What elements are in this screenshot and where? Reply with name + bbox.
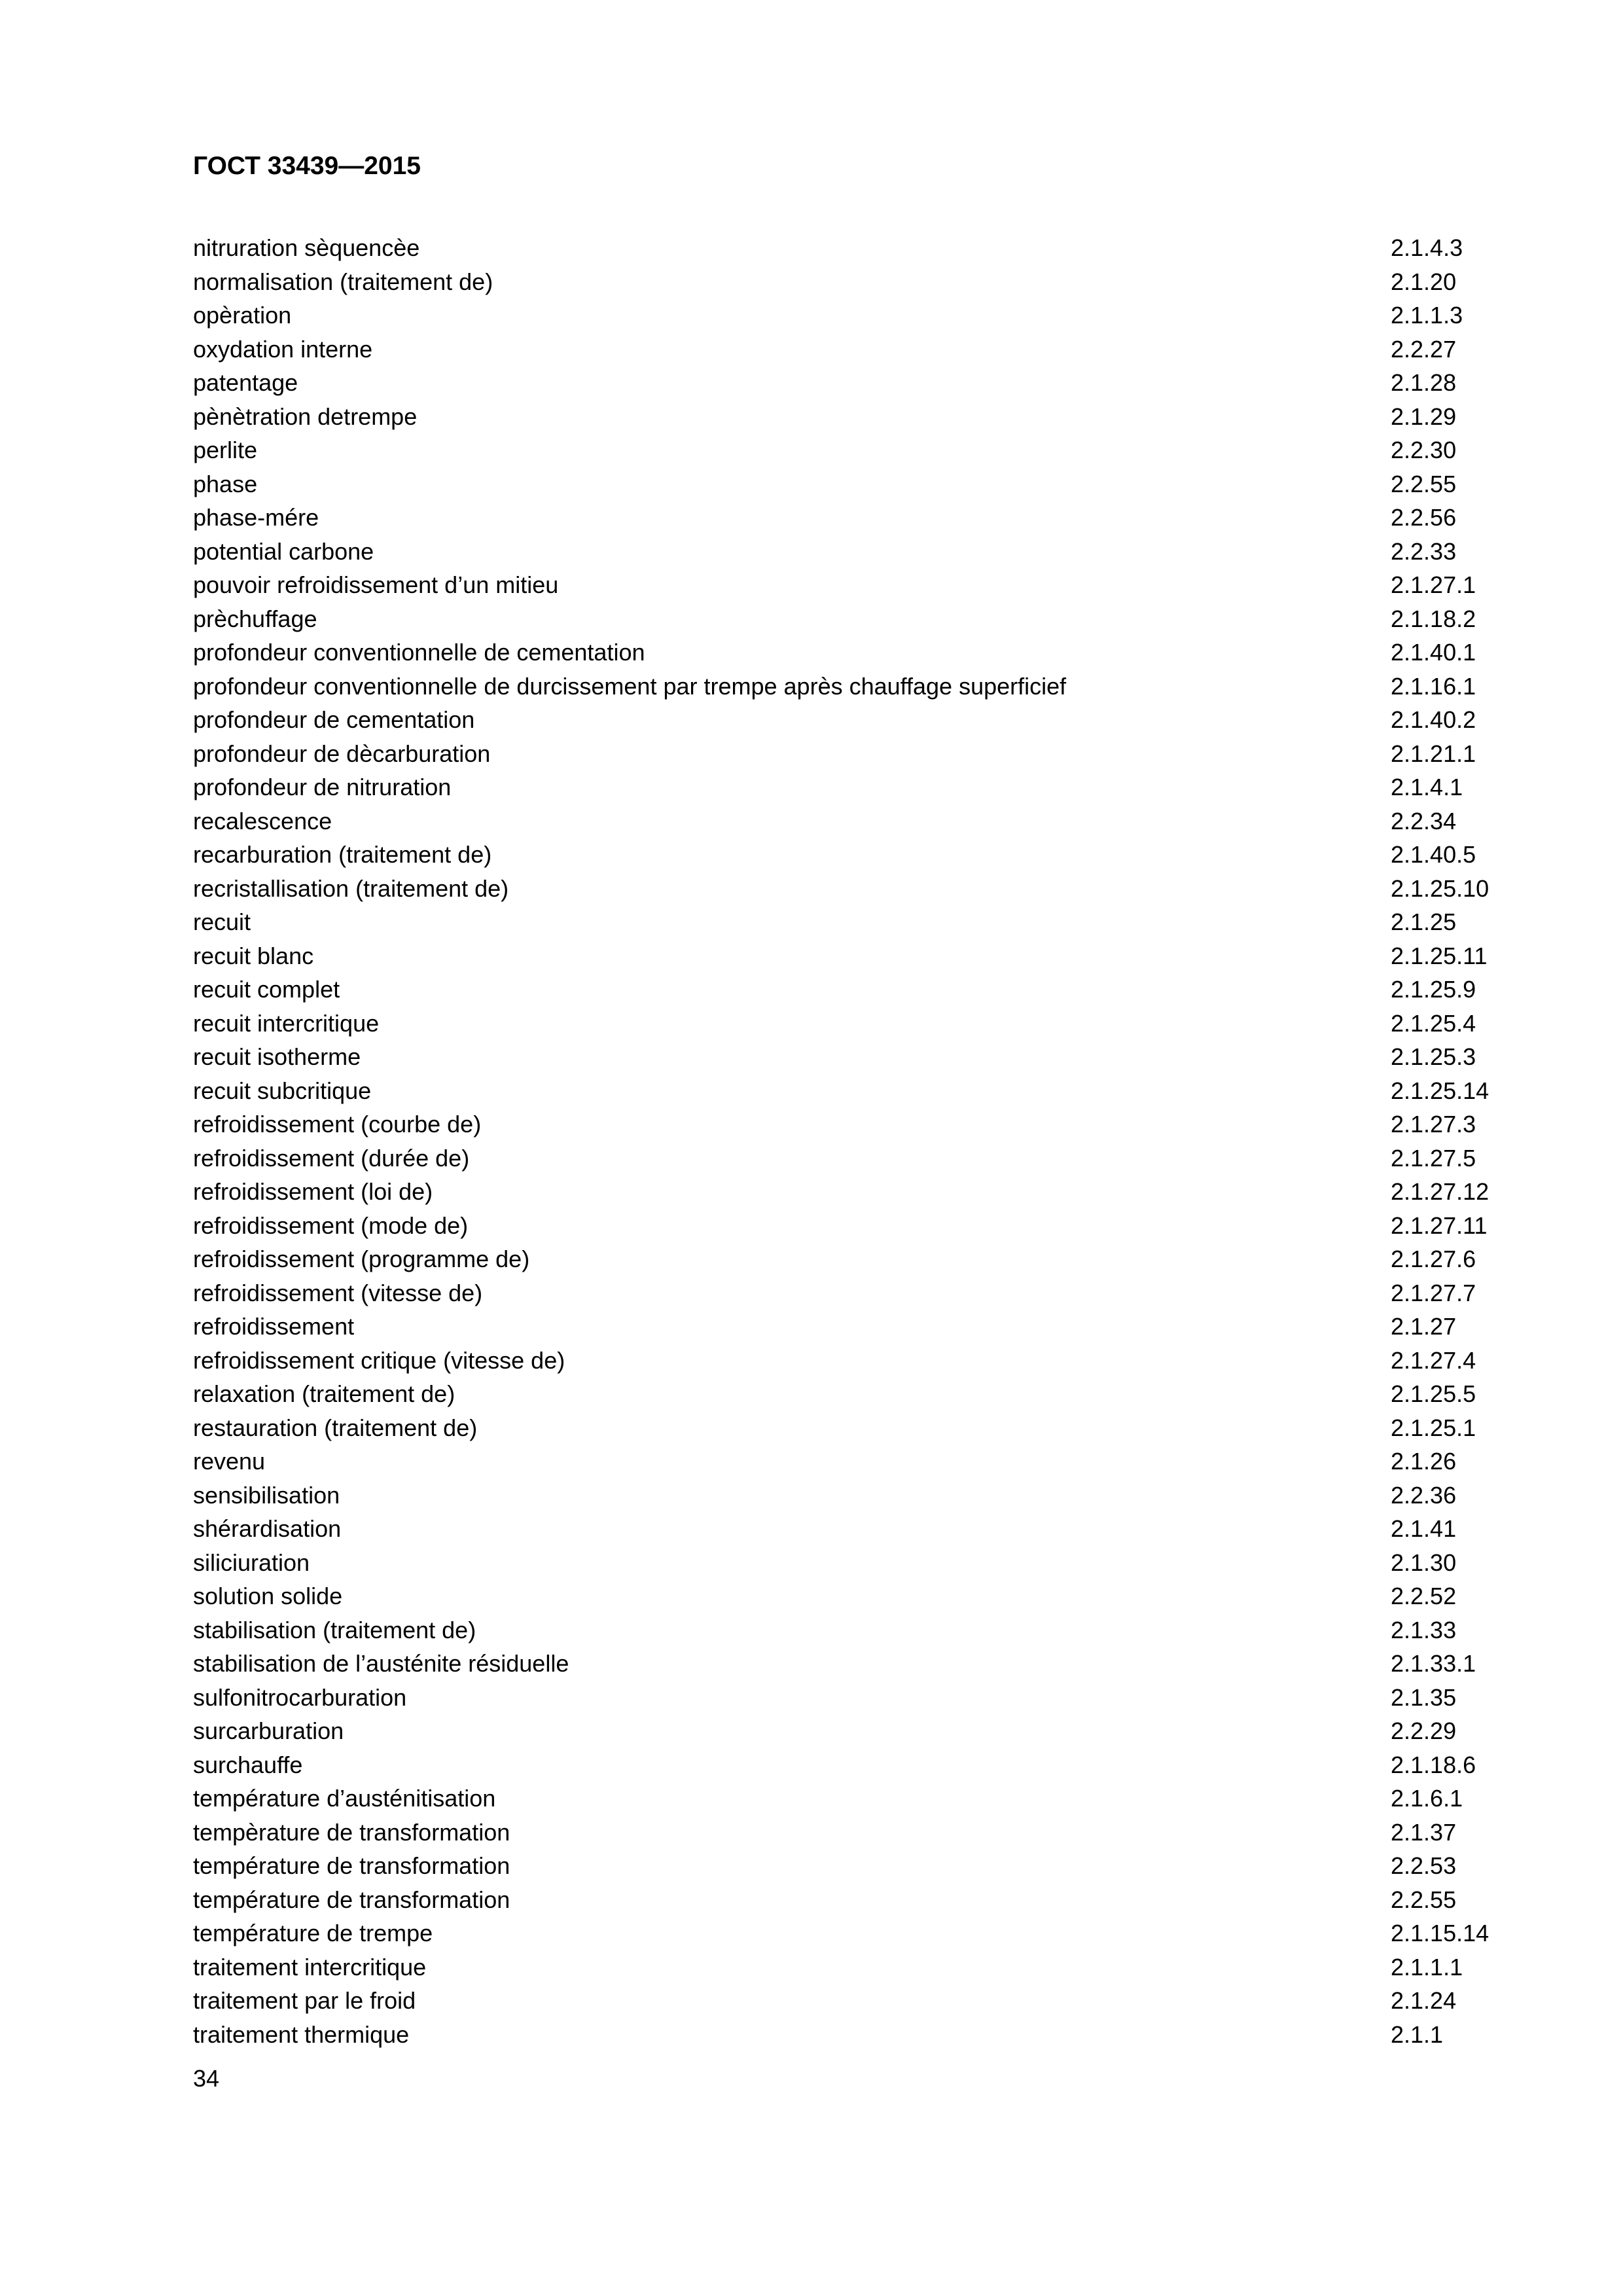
index-entry: [193, 1546, 1522, 1580]
index-term: phase-mére: [193, 504, 319, 531]
index-entry: [193, 670, 1522, 704]
index-entry: [193, 2018, 1522, 2052]
index-entry: [193, 1141, 1522, 1175]
index-reference: 2.1.25.9: [1391, 976, 1476, 1003]
index-reference: 2.1.30: [1391, 1549, 1457, 1576]
index-entry: [193, 433, 1522, 467]
index-entry: [193, 1816, 1522, 1850]
index-reference: 2.1.27.1: [1391, 571, 1476, 598]
alphabetical-index: [193, 231, 1522, 2051]
index-term: solution solide: [193, 1583, 343, 1609]
index-reference: 2.1.27.5: [1391, 1144, 1476, 1172]
index-entry: [193, 467, 1522, 501]
index-term: restauration (traitement de): [193, 1414, 478, 1441]
index-entry: [193, 636, 1522, 670]
index-reference: 2.1.4.1: [1391, 774, 1463, 800]
index-entry: [193, 1411, 1522, 1445]
index-term: perlite: [193, 437, 258, 463]
index-reference: 2.1.27.7: [1391, 1279, 1476, 1306]
index-term: sensibilisation: [193, 1481, 340, 1509]
index-reference: 2.1.27.6: [1391, 1246, 1476, 1272]
index-entry: [193, 231, 1522, 265]
index-entry: [193, 838, 1522, 872]
index-term: profondeur conventionnelle de cementation: [193, 639, 645, 666]
index-term: recuit complet: [193, 976, 340, 1003]
index-term: température de transformation: [193, 1852, 510, 1879]
index-entry: [193, 1512, 1522, 1546]
index-term: profondeur conventionnelle de durcissement par trempe après chauffage superficief: [193, 672, 1067, 700]
index-reference: 2.1.1.1: [1391, 1953, 1463, 1981]
index-entry: [193, 1782, 1522, 1816]
index-reference: 2.1.37: [1391, 1818, 1457, 1846]
index-entry: [193, 1479, 1522, 1513]
index-term: profondeur de nitruration: [193, 774, 452, 800]
index-term: surcarburation: [193, 1717, 344, 1744]
index-reference: 2.1.40.5: [1391, 841, 1476, 868]
index-reference: 2.1.20: [1391, 268, 1457, 295]
index-entry: [193, 1242, 1522, 1276]
index-entry: [193, 1647, 1522, 1681]
index-reference: 2.2.34: [1391, 807, 1457, 834]
index-reference: 2.1.41: [1391, 1515, 1457, 1542]
index-reference: 2.1.25.14: [1391, 1077, 1489, 1104]
index-term: refroidissement (programme de): [193, 1246, 530, 1272]
index-reference: 2.1.25.4: [1391, 1009, 1476, 1037]
index-reference: 2.2.36: [1391, 1481, 1457, 1509]
index-reference: 2.1.25.3: [1391, 1043, 1476, 1070]
index-entry: [193, 568, 1522, 602]
index-term: oxydation interne: [193, 335, 373, 363]
index-term: pouvoir refroidissement d’un mitieu: [193, 571, 559, 598]
index-entry: [193, 1310, 1522, 1344]
index-entry: [193, 1579, 1522, 1613]
index-entry: [193, 872, 1522, 906]
index-term: recristallisation (traitement de): [193, 874, 509, 902]
index-entry: [193, 737, 1522, 771]
index-reference: 2.1.16.1: [1391, 672, 1476, 700]
index-term: traitement thermique: [193, 2020, 410, 2048]
index-entry: [193, 602, 1522, 636]
index-entry: [193, 1040, 1522, 1074]
index-term: revenu: [193, 1448, 266, 1475]
index-entry: [193, 1916, 1522, 1950]
index-reference: 2.1.27.12: [1391, 1178, 1489, 1205]
index-reference: 2.2.56: [1391, 504, 1457, 531]
index-entry: [193, 1074, 1522, 1108]
index-entry: [193, 366, 1522, 400]
index-entry: [193, 905, 1522, 939]
index-reference: 2.1.25: [1391, 908, 1457, 935]
index-entry: [193, 1681, 1522, 1715]
index-reference: 2.1.40.2: [1391, 706, 1476, 733]
index-reference: 2.1.27.11: [1391, 1211, 1488, 1239]
index-term: refroidissement (loi de): [193, 1178, 433, 1205]
index-reference: 2.1.25.10: [1391, 874, 1489, 902]
index-reference: 2.1.18.6: [1391, 1751, 1476, 1778]
index-term: tempèrature de transformation: [193, 1818, 510, 1846]
index-term: recuit isotherme: [193, 1043, 361, 1070]
index-entry: [193, 400, 1522, 434]
index-reference: 2.2.27: [1391, 335, 1457, 363]
index-reference: 2.1.15.14: [1391, 1920, 1489, 1946]
index-reference: 2.1.26: [1391, 1448, 1457, 1475]
index-term: opèration: [193, 302, 292, 329]
index-entry: [193, 973, 1522, 1007]
index-entry: [193, 939, 1522, 973]
index-entry: [193, 1748, 1522, 1782]
index-term: température de trempe: [193, 1920, 433, 1946]
index-reference: 2.1.33: [1391, 1616, 1457, 1643]
index-entry: [193, 332, 1522, 367]
index-reference: 2.1.28: [1391, 369, 1457, 396]
index-reference: 2.1.25.5: [1391, 1380, 1476, 1407]
index-entry: [193, 703, 1522, 737]
index-term: refroidissement (durée de): [193, 1144, 470, 1172]
index-entry: [193, 265, 1522, 299]
index-reference: 2.1.21.1: [1391, 740, 1476, 767]
index-term: shérardisation: [193, 1515, 342, 1542]
index-term: surchauffe: [193, 1751, 303, 1778]
index-reference: 2.2.33: [1391, 537, 1457, 565]
index-reference: 2.1.40.1: [1391, 639, 1476, 666]
index-reference: 2.1.1: [1391, 2020, 1444, 2048]
index-term: profondeur de dècarburation: [193, 740, 491, 767]
document-header: ГОСТ 33439—2015: [193, 152, 421, 180]
index-reference: 2.1.4.3: [1391, 234, 1463, 261]
index-reference: 2.1.27: [1391, 1313, 1457, 1340]
index-term: recuit intercritique: [193, 1009, 380, 1037]
index-entry: [193, 1984, 1522, 2018]
index-reference: 2.1.27.4: [1391, 1346, 1476, 1374]
index-entry: [193, 1950, 1522, 1984]
index-entry: [193, 1344, 1522, 1378]
index-entry: [193, 1276, 1522, 1310]
index-entry: [193, 1007, 1522, 1041]
index-term: refroidissement (vitesse de): [193, 1279, 483, 1306]
index-term: refroidissement: [193, 1313, 355, 1340]
index-term: prèchuffage: [193, 605, 317, 632]
index-term: recuit subcritique: [193, 1077, 372, 1104]
index-reference: 2.1.18.2: [1391, 605, 1476, 632]
index-term: normalisation (traitement de): [193, 268, 493, 295]
index-term: recuit blanc: [193, 942, 314, 969]
index-term: pènètration detrempe: [193, 403, 418, 430]
index-reference: 2.1.1.3: [1391, 302, 1463, 329]
index-reference: 2.2.29: [1391, 1717, 1457, 1744]
index-term: phase: [193, 470, 258, 497]
index-entry: [193, 298, 1522, 332]
index-entry: [193, 1613, 1522, 1647]
index-term: refroidissement (mode de): [193, 1211, 469, 1239]
index-term: température de transformation: [193, 1886, 510, 1913]
index-entry: [193, 1377, 1522, 1411]
index-term: siliciuration: [193, 1549, 310, 1576]
index-reference: 2.2.53: [1391, 1852, 1457, 1879]
index-term: recarburation (traitement de): [193, 841, 492, 868]
index-entry: [193, 804, 1522, 838]
index-entry: [193, 1883, 1522, 1917]
index-reference: 2.2.55: [1391, 470, 1457, 497]
index-entry: [193, 1444, 1522, 1479]
index-reference: 2.1.25.1: [1391, 1414, 1476, 1441]
index-reference: 2.1.27.3: [1391, 1111, 1476, 1138]
index-entry: [193, 535, 1522, 569]
index-reference: 2.2.52: [1391, 1583, 1457, 1609]
index-entry: [193, 1849, 1522, 1883]
index-term: recalescence: [193, 807, 332, 834]
index-term: refroidissement (courbe de): [193, 1111, 482, 1138]
index-term: relaxation (traitement de): [193, 1380, 455, 1407]
index-entry: [193, 501, 1522, 535]
index-reference: 2.1.6.1: [1391, 1785, 1463, 1812]
index-reference: 2.1.24: [1391, 1987, 1457, 2014]
index-term: traitement intercritique: [193, 1953, 427, 1981]
index-reference: 2.1.25.11: [1391, 942, 1488, 969]
index-entry: [193, 1209, 1522, 1243]
index-term: stabilisation (traitement de): [193, 1616, 476, 1643]
index-term: profondeur de cementation: [193, 706, 475, 733]
index-term: stabilisation de l’austénite résiduelle: [193, 1650, 569, 1677]
index-term: sulfonitrocarburation: [193, 1683, 407, 1711]
index-term: patentage: [193, 369, 298, 396]
index-term: température d’austénitisation: [193, 1785, 496, 1812]
index-reference: 2.2.55: [1391, 1886, 1457, 1913]
index-reference: 2.1.33.1: [1391, 1650, 1476, 1677]
index-entry: [193, 1175, 1522, 1209]
index-entry: [193, 1714, 1522, 1748]
index-reference: 2.2.30: [1391, 437, 1457, 463]
index-term: potential carbone: [193, 537, 374, 565]
index-reference: 2.1.29: [1391, 403, 1457, 430]
index-term: recuit: [193, 908, 251, 935]
index-entry: [193, 1107, 1522, 1141]
index-term: nitruration sèquencèe: [193, 234, 420, 261]
index-term: refroidissement critique (vitesse de): [193, 1346, 565, 1374]
index-term: traitement par le froid: [193, 1987, 416, 2014]
page-number: 34: [193, 2065, 220, 2092]
index-reference: 2.1.35: [1391, 1683, 1457, 1711]
index-entry: [193, 770, 1522, 804]
